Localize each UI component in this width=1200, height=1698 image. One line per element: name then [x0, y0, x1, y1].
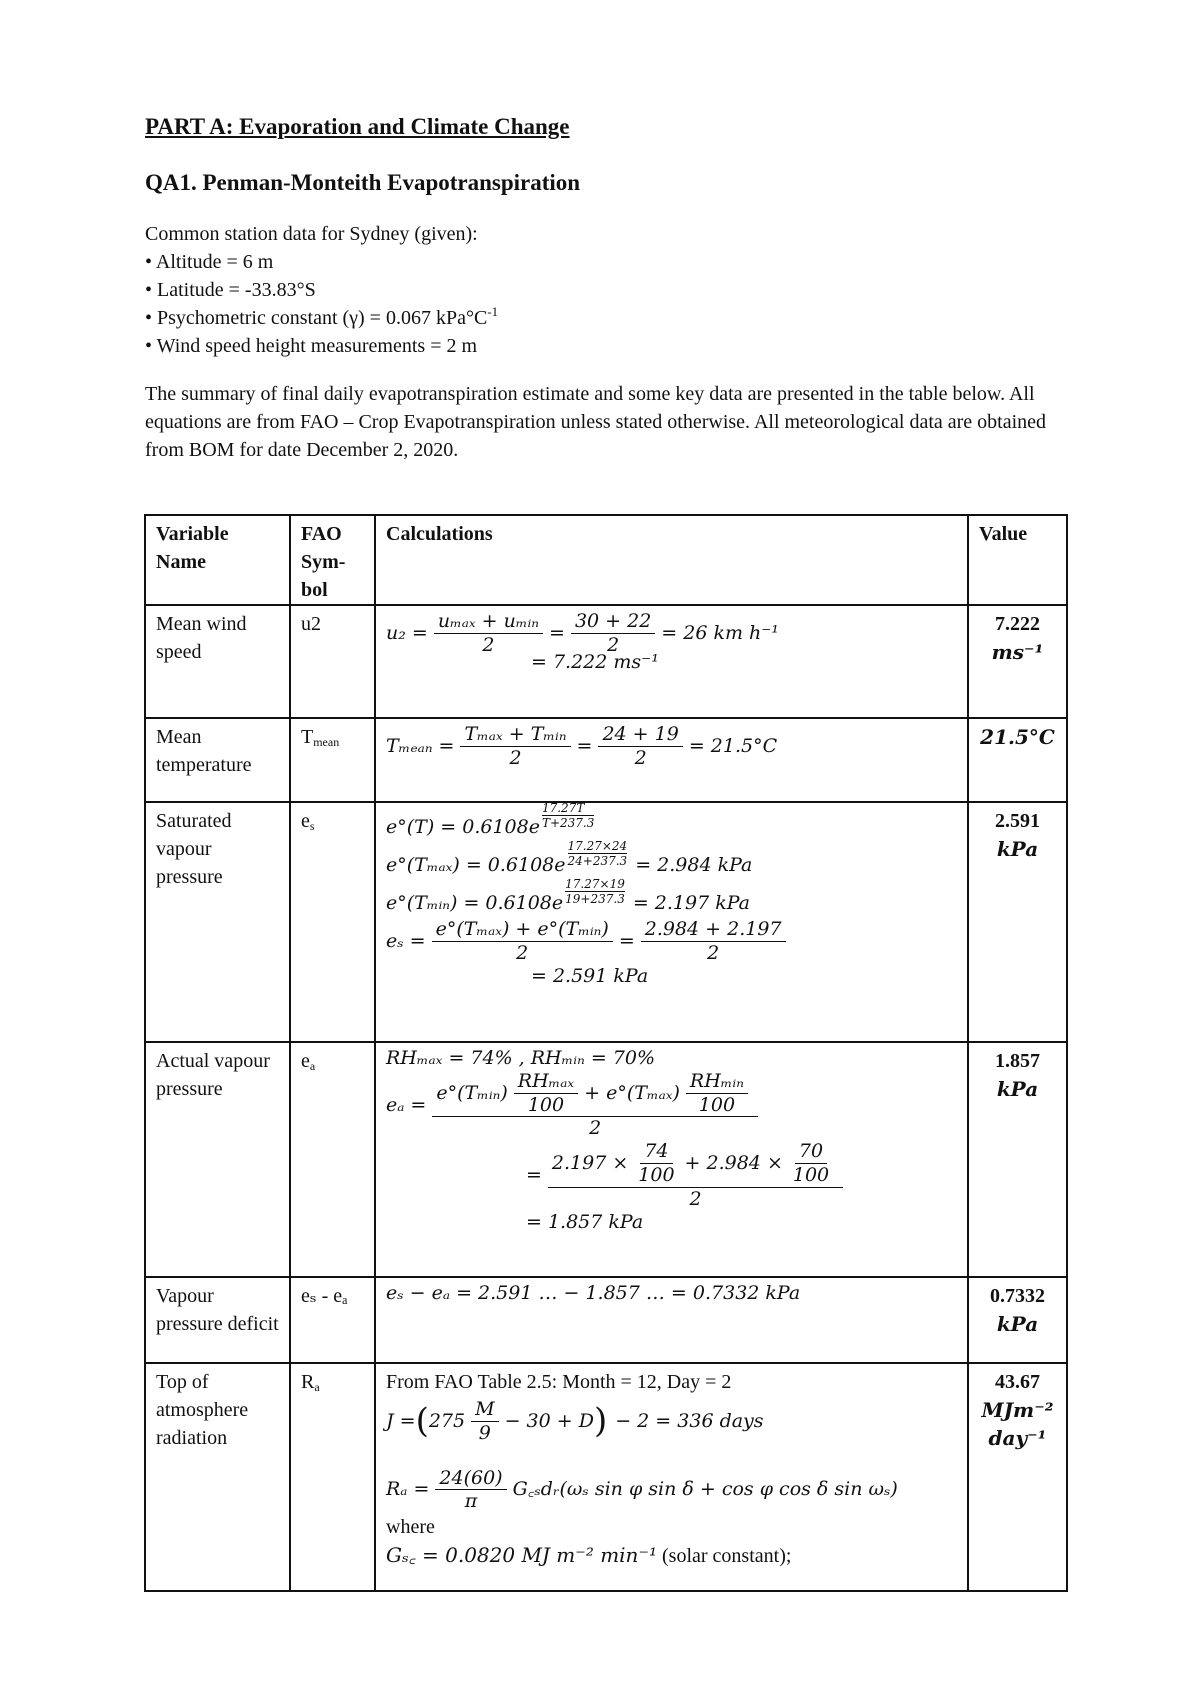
psychrometric-item: • Psychometric constant (γ) = 0.067 $kPa^\circ C^{-1}$	[145, 303, 499, 329]
fao-symbol: $R_a$	[290, 1363, 375, 1591]
calculation: e°(T) = 0.6108e 17.27T T+237.3 e°(Tₘₐₓ) = 0.6108e 17.27×24 24+237.3 = 2.984 kPa e°(Tₘᵢₙ) = 0.6108e 17.27×19 19+237.3 = 2.197 kPa eₛ = $\frac{\text{e°(Tₘₐₓ) + e°(Tₘᵢₙ)}}{2}$ = $\frac{2.984 + 2.197}{2}$ = 2.591 kPa	[375, 802, 968, 1042]
calculation: From FAO Table 2.5: Month = 12, Day = 2 J = ( 275 $\frac{M}{9}$ − 30 + D ) − 2 = 336 days Rₐ = $\frac{24(60)}{\pi}$ G꜀ₛdᵣ(ωₛ sin φ sin δ + cos φ cos δ sin ωₛ) where Gₛ꜀ = 0.0820 MJ m⁻² min⁻¹ (solar constant);	[375, 1363, 968, 1591]
table-row	[145, 605, 1067, 718]
part-title: PART A: Evaporation and Climate Change	[145, 114, 570, 139]
value-cell: 43.67 MJm⁻² day⁻¹	[968, 1363, 1067, 1591]
variable-name: Actual vapour pressure	[145, 1042, 290, 1277]
variable-name: Mean wind speed	[145, 605, 290, 718]
variable-name: Vapour pressure deficit	[145, 1277, 290, 1363]
table-row	[145, 718, 1067, 802]
station-intro: Common station data for Sydney (given):	[145, 222, 478, 245]
table-row	[145, 1363, 1067, 1591]
table-row	[145, 1042, 1067, 1277]
table-header-row	[145, 515, 1067, 605]
et-summary-table	[144, 514, 1068, 1592]
latitude-item: • Latitude = -33.83°S	[145, 278, 316, 301]
header-value: Value	[968, 515, 1067, 605]
variable-name: Saturated vapour pressure	[145, 802, 290, 1042]
altitude-item: • Altitude = 6 m	[145, 250, 274, 273]
fao-symbol: u2	[290, 605, 375, 718]
question-title: QA1. Penman-Monteith Evapotranspiration	[145, 169, 581, 195]
value-cell: 0.7332 kPa	[968, 1277, 1067, 1363]
value-cell: 1.857 kPa	[968, 1042, 1067, 1277]
calculation: u₂ = $\frac{\text{uₘₐₓ + uₘᵢₙ}}{2}$ = $\frac{30 + 22}{2}$ = 26 km h⁻¹ = 7.222 ms⁻¹	[375, 605, 968, 718]
value-cell: 2.591 kPa	[968, 802, 1067, 1042]
calculation: Tₘₑₐₙ = $\frac{\text{Tₘₐₓ + Tₘᵢₙ}}{2}$ = $\frac{24 + 19}{2}$ = 21.5°C	[375, 718, 968, 802]
table-row	[145, 1277, 1067, 1363]
header-symbol: FAO Sym- bol	[290, 515, 375, 605]
summary-paragraph: The summary of final daily evapotranspiration estimate and some key data are presented in the table below. All equations are from FAO – Crop Evapotranspiration unless stated otherwise. All meteorological data are obtained from BOM for date December 2, 2020.	[145, 382, 1047, 461]
variable-name: Mean temperature	[145, 718, 290, 802]
header-calculations: Calculations	[375, 515, 968, 605]
fao-symbol: eₛ - eₐ	[290, 1277, 375, 1363]
value-cell: 7.222 ms⁻¹	[968, 605, 1067, 718]
fao-symbol: $e_s$	[290, 802, 375, 1042]
calculation: eₛ − eₐ = 2.591 … − 1.857 … = 0.7332 kPa	[375, 1277, 968, 1363]
fao-symbol: $T_{mean}$	[290, 718, 375, 802]
variable-name: Top of atmosphere radiation	[145, 1363, 290, 1591]
document-page	[145, 112, 1065, 1568]
wind-height-item: • Wind speed height measurements = 2 m	[145, 334, 478, 357]
table-row	[145, 802, 1067, 1042]
header-variable: Variable Name	[145, 515, 290, 605]
station-data	[145, 220, 1065, 360]
value-cell: 21.5°C	[968, 718, 1067, 802]
calculation: RHₘₐₓ = 74% , RHₘᵢₙ = 70% eₐ = e°(Tₘᵢₙ) $\frac{\text{RHₘₐₓ}}{100}$ + e°(Tₘₐₓ) $\frac{\text{RHₘᵢₙ}}{100}$ 2 = 2.197 × $\frac{74}{100}$ + 2.984 × $\frac{70}{100}$ 2 = 1.857 kPa	[375, 1042, 968, 1277]
fao-symbol: $e_a$	[290, 1042, 375, 1277]
